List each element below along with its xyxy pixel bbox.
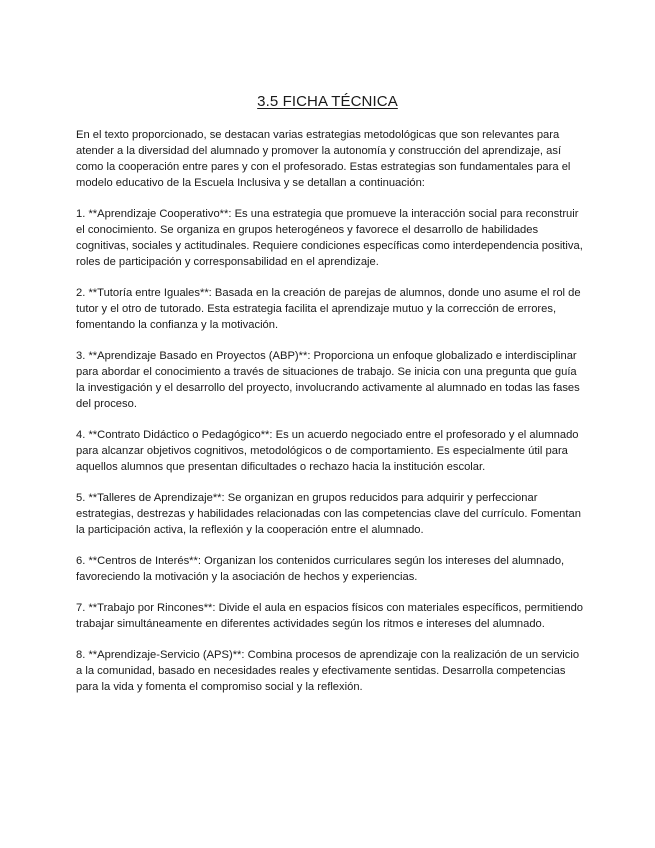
- strategy-item-5: 5. **Talleres de Aprendizaje**: Se organizan en grupos reducidos para adquirir y perfeccionar estrategias, destrezas y habilidades relacionadas con las competencias clave del currículo. Fomentan la participación activa, la reflexión y la cooperación entre el alumnado.: [76, 492, 581, 536]
- strategy-item-7: 7. **Trabajo por Rincones**: Divide el aula en espacios físicos con materiales específicos, permitiendo trabajar simultáneamente en diferentes actividades según los ritmos e intereses del alumnado.: [76, 602, 584, 630]
- strategy-item-1: 1. **Aprendizaje Cooperativo**: Es una estrategia que promueve la interacción social para reconstruir el conocimiento. Se organiza en grupos heterogéneos y favorece el desarrollo de habilidades cognitivas, sociales y actitudinales. Requiere condiciones específicas como interdependencia positiva, roles de participación y corresponsabilidad en el aprendizaje.: [76, 208, 583, 268]
- document-body: [76, 127, 584, 710]
- strategy-item-8: 8. **Aprendizaje-Servicio (APS)**: Combina procesos de aprendizaje con la realización de un servicio a la comunidad, basado en necesidades reales y efectivamente sentidas. Desarrolla competencias para la vida y fomenta el compromiso social y la reflexión.: [76, 649, 580, 693]
- strategy-item-3: 3. **Aprendizaje Basado en Proyectos (ABP)**: Proporciona un enfoque globalizado e interdisciplinar para abordar el conocimiento a través de situaciones de trabajo. Se inicia con una pregunta que guía la investigación y el desarrollo del proyecto, involucrando activamente al alumnado en todas las fases del proceso.: [76, 350, 580, 410]
- page-title: 3.5 FICHA TÉCNICA: [257, 93, 398, 110]
- strategy-item-2: 2. **Tutoría entre Iguales**: Basada en la creación de parejas de alumnos, donde uno asume el rol de tutor y el otro de tutorado. Esta estrategia facilita el aprendizaje mutuo y la corrección de errores, fomentando la confianza y la motivación.: [76, 287, 581, 331]
- strategy-item-6: 6. **Centros de Interés**: Organizan los contenidos curriculares según los intereses del alumnado, favoreciendo la motivación y la asociación de hechos y experiencias.: [76, 555, 565, 583]
- strategy-item-4: 4. **Contrato Didáctico o Pedagógico**: Es un acuerdo negociado entre el profesorado y el alumnado para alcanzar objetivos cognitivos, metodológicos o de comportamiento. Es especialmente útil para aquellos alumnos que presentan dificultades o rechazo hacia la institución escolar.: [76, 429, 579, 473]
- intro-paragraph: En el texto proporcionado, se destacan varias estrategias metodológicas que son relevantes para atender a la diversidad del alumnado y promover la autonomía y construcción del aprendizaje, así como la cooperación entre pares y con el profesorado. Estas estrategias son fundamentales para el modelo educativo de la Escuela Inclusiva y se detallan a continuación:: [76, 129, 571, 189]
